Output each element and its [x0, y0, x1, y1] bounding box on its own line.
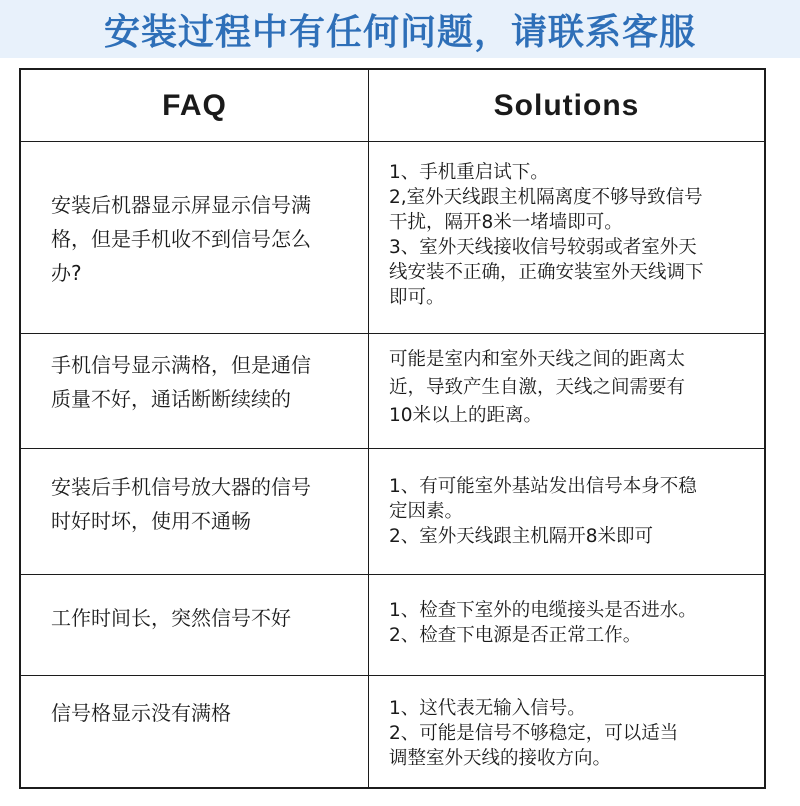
solution-line: 1、手机重启试下。	[389, 162, 549, 183]
solution-line: 3、室外天线接收信号较弱或者室外天	[389, 237, 697, 258]
solution-line: 调整室外天线的接收方向。	[389, 748, 612, 769]
solution-line: 即可。	[389, 287, 445, 308]
table-header-row	[21, 70, 764, 142]
question-line: 质量不好，通话断断续续的	[51, 387, 291, 411]
question-line: 时好时坏，使用不通畅	[51, 509, 251, 533]
banner	[0, 0, 800, 58]
solution-line: 线安装不正确，正确安装室外天线调下	[389, 262, 704, 283]
solution-line: 干扰，隔开8米一堵墙即可。	[389, 212, 623, 233]
question-line: 格，但是手机收不到信号怎么	[51, 227, 311, 251]
faq-solution	[369, 142, 764, 333]
table-row	[21, 676, 764, 787]
table-row	[21, 575, 764, 676]
table-row	[21, 334, 764, 449]
faq-solution	[369, 676, 764, 787]
question-line: 手机信号显示满格，但是通信	[51, 353, 311, 377]
faq-question	[21, 449, 369, 574]
faq-table	[19, 68, 766, 789]
question-line: 安装后手机信号放大器的信号	[51, 475, 311, 499]
solution-line: 2、可能是信号不够稳定，可以适当	[389, 723, 679, 744]
faq-question	[21, 575, 369, 675]
solution-line: 定因素。	[389, 501, 464, 522]
question-line: 信号格显示没有满格	[51, 701, 231, 725]
faq-solution	[369, 575, 764, 675]
faq-solution	[369, 334, 764, 448]
solution-line: 可能是室内和室外天线之间的距离太	[389, 349, 686, 370]
solutions-column-header: Solutions	[493, 89, 640, 122]
solution-line: 10米以上的距离。	[389, 405, 543, 426]
faq-question	[21, 676, 369, 787]
solution-line: 近，导致产生自激，天线之间需要有	[389, 377, 686, 398]
solution-line: 2、室外天线跟主机隔开8米即可	[389, 526, 654, 547]
question-line: 办?	[51, 261, 82, 285]
faq-solution	[369, 449, 764, 574]
question-line: 工作时间长，突然信号不好	[51, 606, 291, 630]
faq-question	[21, 334, 369, 448]
solution-line: 2、检查下电源是否正常工作。	[389, 625, 642, 646]
banner-title: 安装过程中有任何问题，请联系客服	[103, 11, 696, 53]
table-row	[21, 449, 764, 575]
faq-question	[21, 142, 369, 333]
question-line: 安装后机器显示屏显示信号满	[51, 193, 311, 217]
table-row	[21, 142, 764, 334]
faq-column-header: FAQ	[21, 70, 369, 141]
solution-line: 1、有可能室外基站发出信号本身不稳	[389, 476, 697, 497]
solution-line: 2,室外天线跟主机隔离度不够导致信号	[389, 187, 703, 208]
solution-line: 1、这代表无输入信号。	[389, 698, 586, 719]
solution-line: 1、检查下室外的电缆接头是否进水。	[389, 600, 697, 621]
